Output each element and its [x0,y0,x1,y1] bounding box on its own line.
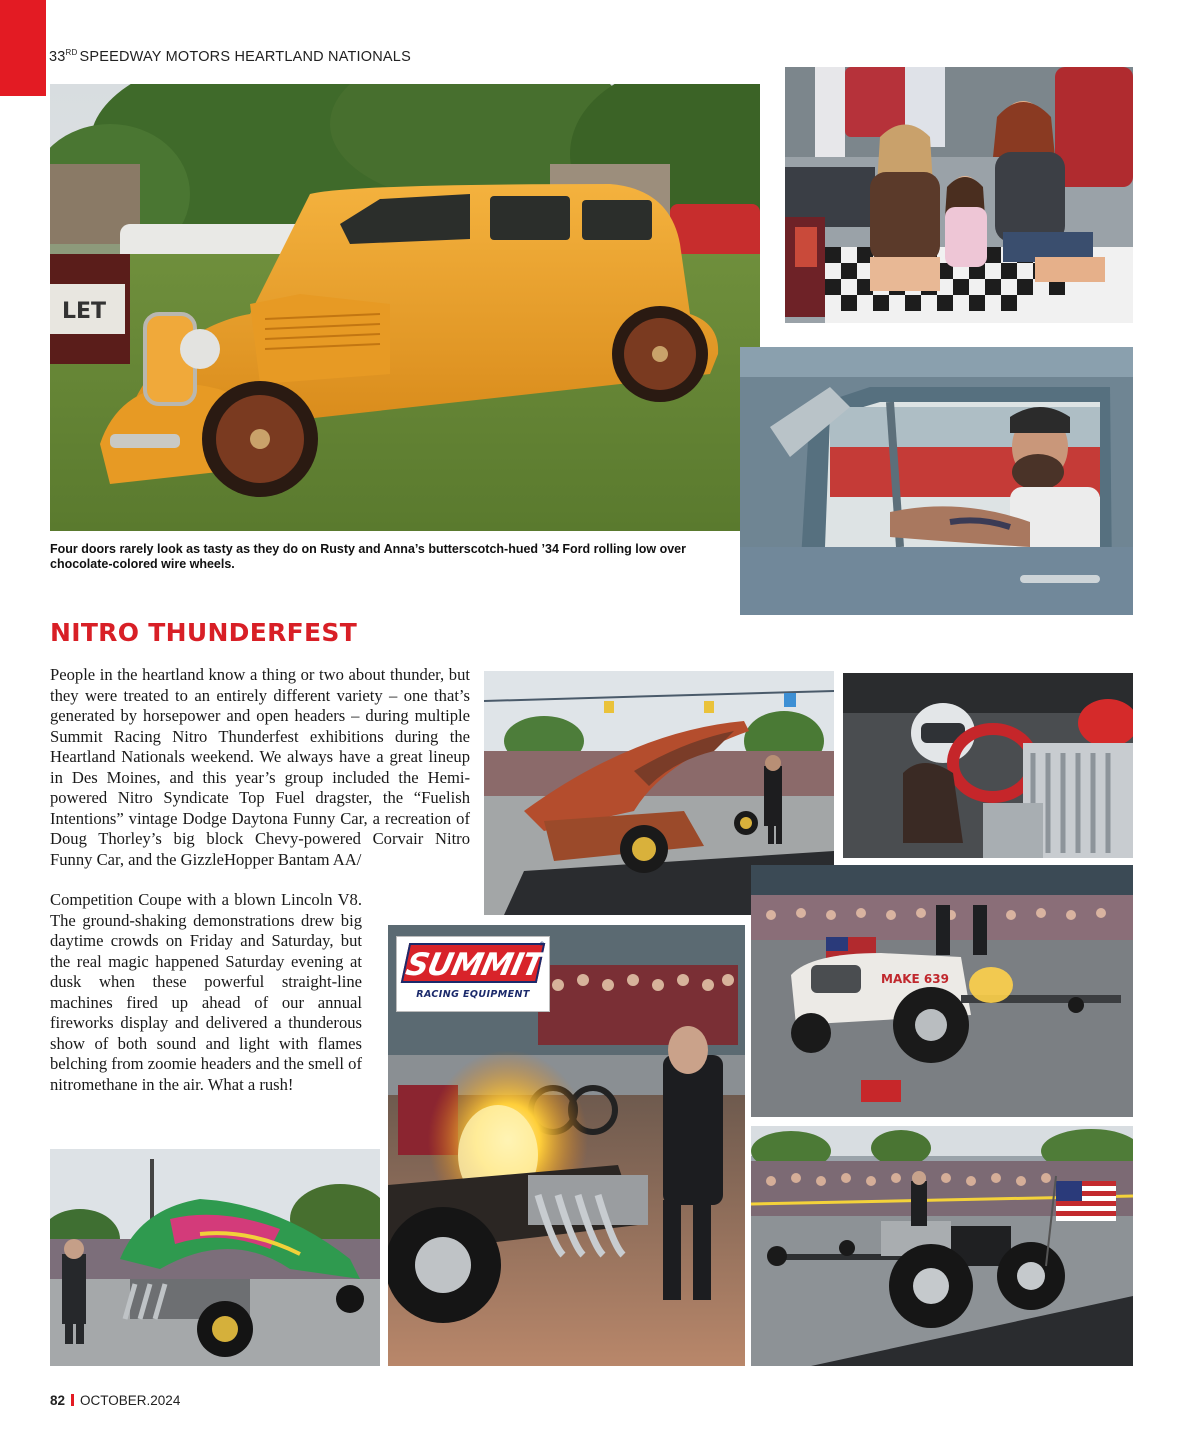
bantam-lettering: MAKE 639 [881,972,949,986]
photo-bantam-coupe [751,865,1133,1117]
event-name: SPEEDWAY MOTORS HEARTLAND NATIONALS [79,49,411,65]
running-header [49,48,411,65]
article-body [50,665,470,870]
summit-logo-subtitle: RACING EQUIPMENT [416,989,530,1000]
photo-green-funny-car [50,1149,380,1366]
article-body-wide: People in the heartland know a thing or two about thunder, but they were treated to an entirely different variety – one that’s generated by horsepower and open headers – during multiple Summit Racing Nitro Thunderfest exhibitions during the Heartland Nationals weekend. We always have a great lineup in Des Moines, and this year’s group included the Hemi-powered Nitro Syndicate Top Fuel dragster, the “Fuelish Intentions” vintage Dodge Daytona Funny Car, a recreation of Doug Thorley’s big block Chevy-powered Corvair Nitro Funny Car, and the GizzleHopper Bantam AA/ [50,665,470,869]
photo-dragster-flag-art [751,1126,1133,1366]
photo-green-funny-car-art [50,1149,380,1366]
issue-date: OCTOBER.2024 [80,1393,181,1408]
photo-caption: Four doors rarely look as tasty as they do on Rusty and Anna’s butterscotch-hued ’34 Ford rolling low over chocolate-colored wire wheels. [50,542,686,571]
summit-logo-registered-mark: ® [539,941,545,948]
photo-orange-ford [50,84,760,531]
edition-suffix: RD [65,48,78,57]
photo-driver-window-art [740,347,1133,615]
photo-driver-window [740,347,1133,615]
photo-cockpit-supercharger [843,673,1133,858]
photo-family-tailgate-art [785,67,1133,323]
section-title: NITRO THUNDERFEST [50,618,358,647]
summit-logo-word: SUMMIT [401,943,546,983]
page-number: 82 [50,1393,66,1408]
truck-badge-text: LET [62,299,107,324]
summit-logo [396,936,550,1012]
photo-dragster-flag [751,1126,1133,1366]
photo-family-tailgate [785,67,1133,323]
corner-color-tab [0,0,46,96]
page-footer [50,1393,180,1408]
photo-bantam-coupe-art [751,865,1133,1117]
photo-orange-ford-art [50,84,760,531]
article-body-narrow-block [50,890,362,1095]
photo-cockpit-supercharger-art [843,673,1133,858]
edition-number: 33 [49,49,66,65]
footer-divider [71,1394,74,1406]
article-body-narrow: Competition Coupe with a blown Lincoln V8. The ground-shaking demonstrations drew big daytime crowds on Friday and Saturday, but the real magic happened Saturday evening at dusk when these powerful straight-line machines fired up ahead of our annual fireworks display and delivered a thunderous show of both sound and light with flames belching from zoomie headers and the smell of nitromethane in the air. What a rush! [50,890,362,1094]
